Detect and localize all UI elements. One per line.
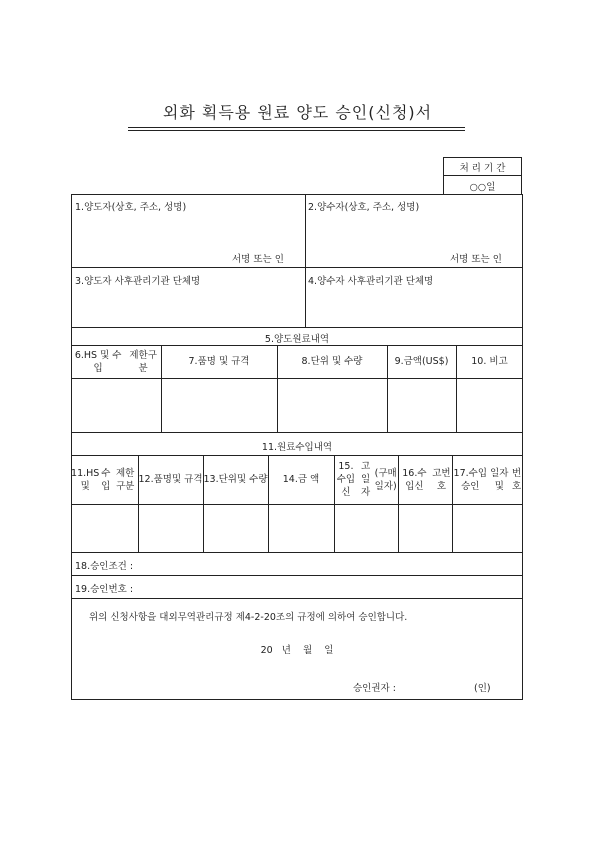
column-header: 10. 비고 — [471, 356, 508, 367]
title-underline-double — [128, 130, 465, 131]
column-header: 13.단위 및 수량 — [203, 474, 268, 485]
column-header: 17.수입승인 일자 및 번호 — [453, 467, 522, 492]
approver-label: 승인권자 : — [353, 683, 396, 694]
column-header: 14.금 액 — [282, 474, 320, 485]
divider — [71, 432, 523, 433]
approval-number-label: 19.승인번호 : — [75, 584, 134, 595]
approval-statement: 위의 신청사항을 대외무역관리규정 제4-2-20조의 규정에 의하여 승인합니다. — [89, 612, 408, 623]
transferor-signature-label: 서명 또는 인 — [232, 254, 284, 265]
divider — [71, 327, 523, 328]
transferee-org-label: 4.양수자 사후관리기관 단체명 — [308, 276, 434, 287]
column-header: 7.품명 및 규격 — [188, 356, 250, 367]
divider — [71, 575, 523, 576]
divider — [71, 267, 523, 268]
title-underline — [128, 127, 465, 128]
approval-conditions-label: 18.승인조건 : — [75, 561, 134, 572]
divider — [305, 194, 306, 327]
divider — [71, 598, 523, 599]
processing-period-label: 처 리 기 간 — [459, 163, 506, 174]
column-header: 12.품명 및 규격 — [138, 474, 203, 485]
transferee-field-label: 2.양수자(상호, 주소, 성명) — [308, 202, 420, 213]
column-header: 11.HS 및 수입 제한구분 — [71, 467, 135, 492]
approval-date-line: 20 년 월 일 — [260, 645, 334, 656]
column-header: 16.수입신 고번호 — [402, 467, 451, 492]
transferor-field-label: 1.양도자(상호, 주소, 성명) — [75, 202, 187, 213]
import-table-heading: 11.원료수입내역 — [261, 442, 333, 453]
page-title: 외화 획득용 원료 양도 승인(신청)서 — [162, 103, 433, 122]
column-header: 9.금액(US$) — [394, 356, 449, 367]
column-header: 8.단위 및 수량 — [301, 356, 363, 367]
divider — [71, 552, 523, 553]
transfer-table-heading: 5.양도원료내역 — [264, 334, 330, 345]
column-header: 6.HS 및 수입 제한구분 — [74, 349, 157, 374]
processing-period-value: ○○일 — [469, 182, 496, 193]
divider — [443, 175, 522, 176]
transferee-signature-label: 서명 또는 인 — [450, 254, 502, 265]
approver-seal: (인) — [474, 683, 491, 694]
column-header: 15.수입신 고일자 (구매일자) — [336, 461, 397, 498]
transferor-org-label: 3.양도자 사후관리기관 단체명 — [75, 276, 201, 287]
